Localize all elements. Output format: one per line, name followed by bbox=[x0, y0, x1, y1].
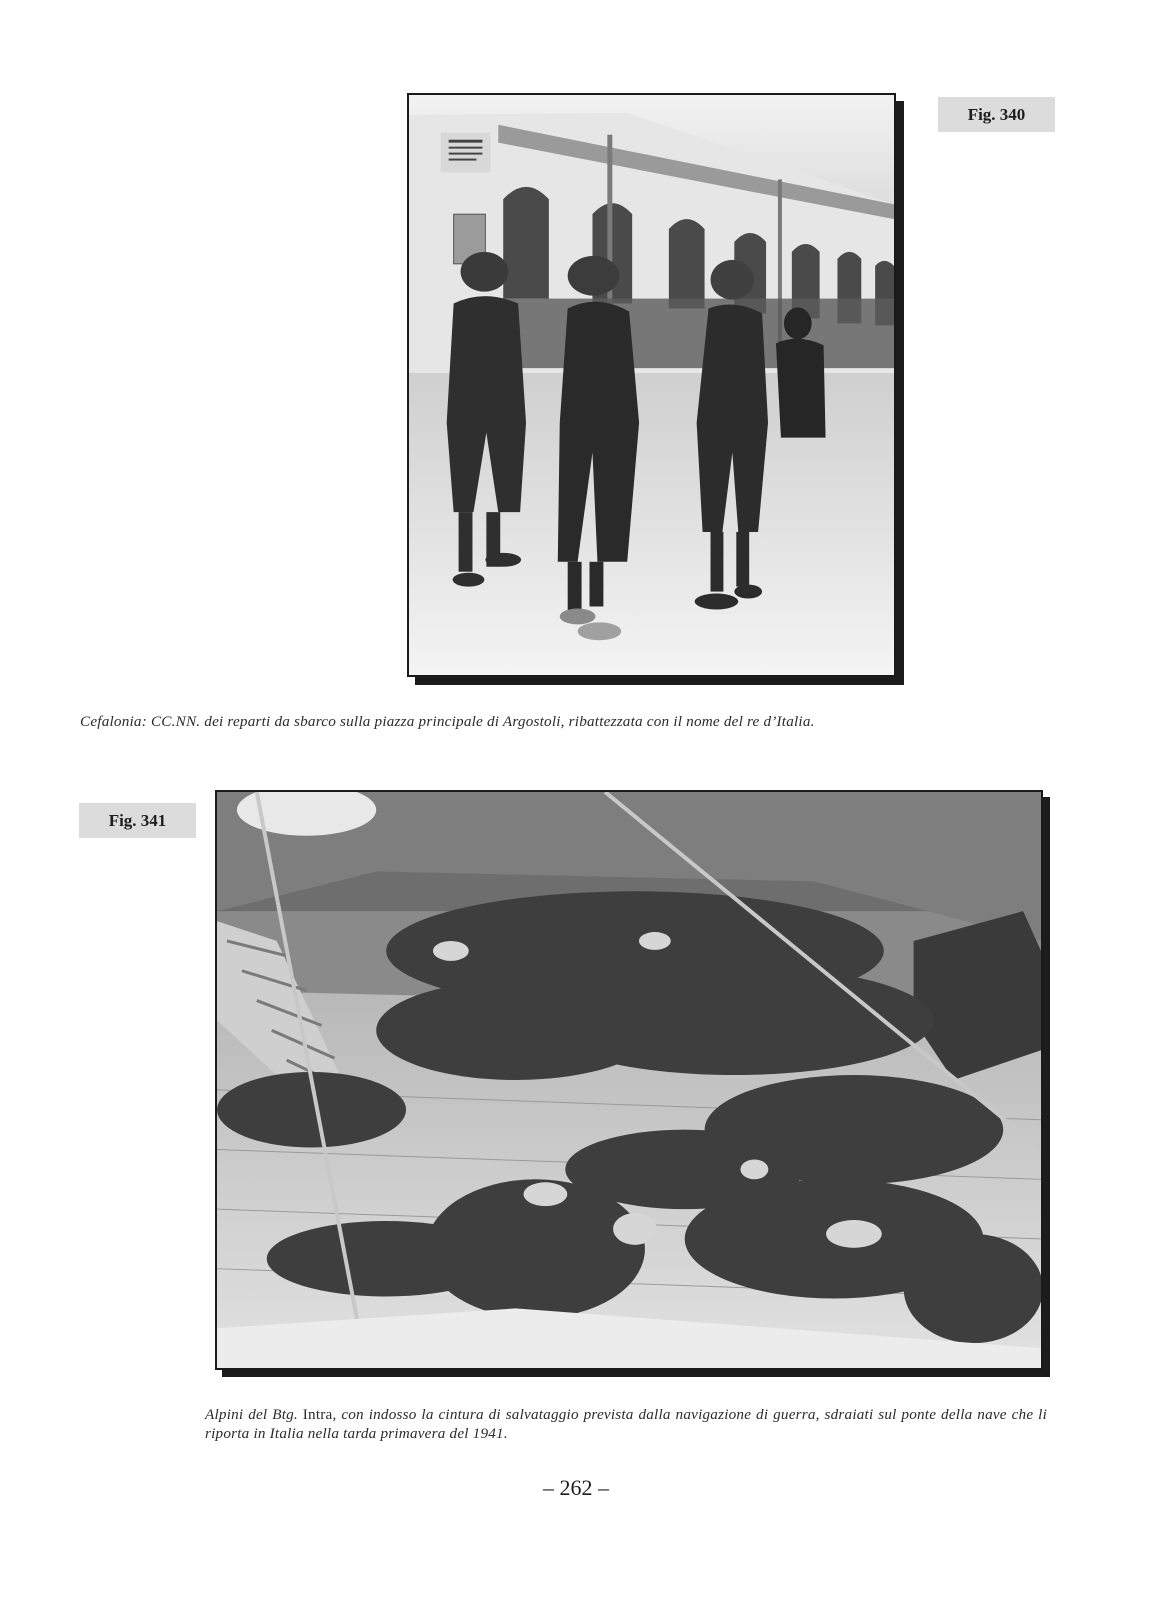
figure-label: Fig. 340 bbox=[938, 97, 1055, 132]
photo-soldiers-in-square bbox=[407, 93, 896, 677]
caption-battalion-name: Intra, bbox=[297, 1406, 337, 1423]
figure-caption bbox=[205, 1405, 1047, 1443]
caption-text: Alpini del Btg. bbox=[205, 1406, 298, 1423]
photo-alpini-on-ship-deck bbox=[215, 790, 1043, 1370]
photo-soldiers-in-square-image bbox=[409, 95, 894, 675]
figure-caption: Cefalonia: CC.NN. dei reparti da sbarco sulla piazza principale di Argostoli, ribattezzata con il nome del re d’Italia. bbox=[80, 713, 815, 730]
photo-alpini-on-ship-deck-image bbox=[217, 792, 1041, 1368]
page-number: – 262 – bbox=[543, 1475, 609, 1500]
caption-text: con indosso la cintura di salvataggio prevista dalla navigazione di guerra, sdraiati sul ponte della nave che li riporta in Italia nella tarda primavera del 1941. bbox=[205, 1406, 1047, 1442]
figure-label: Fig. 341 bbox=[79, 803, 196, 838]
